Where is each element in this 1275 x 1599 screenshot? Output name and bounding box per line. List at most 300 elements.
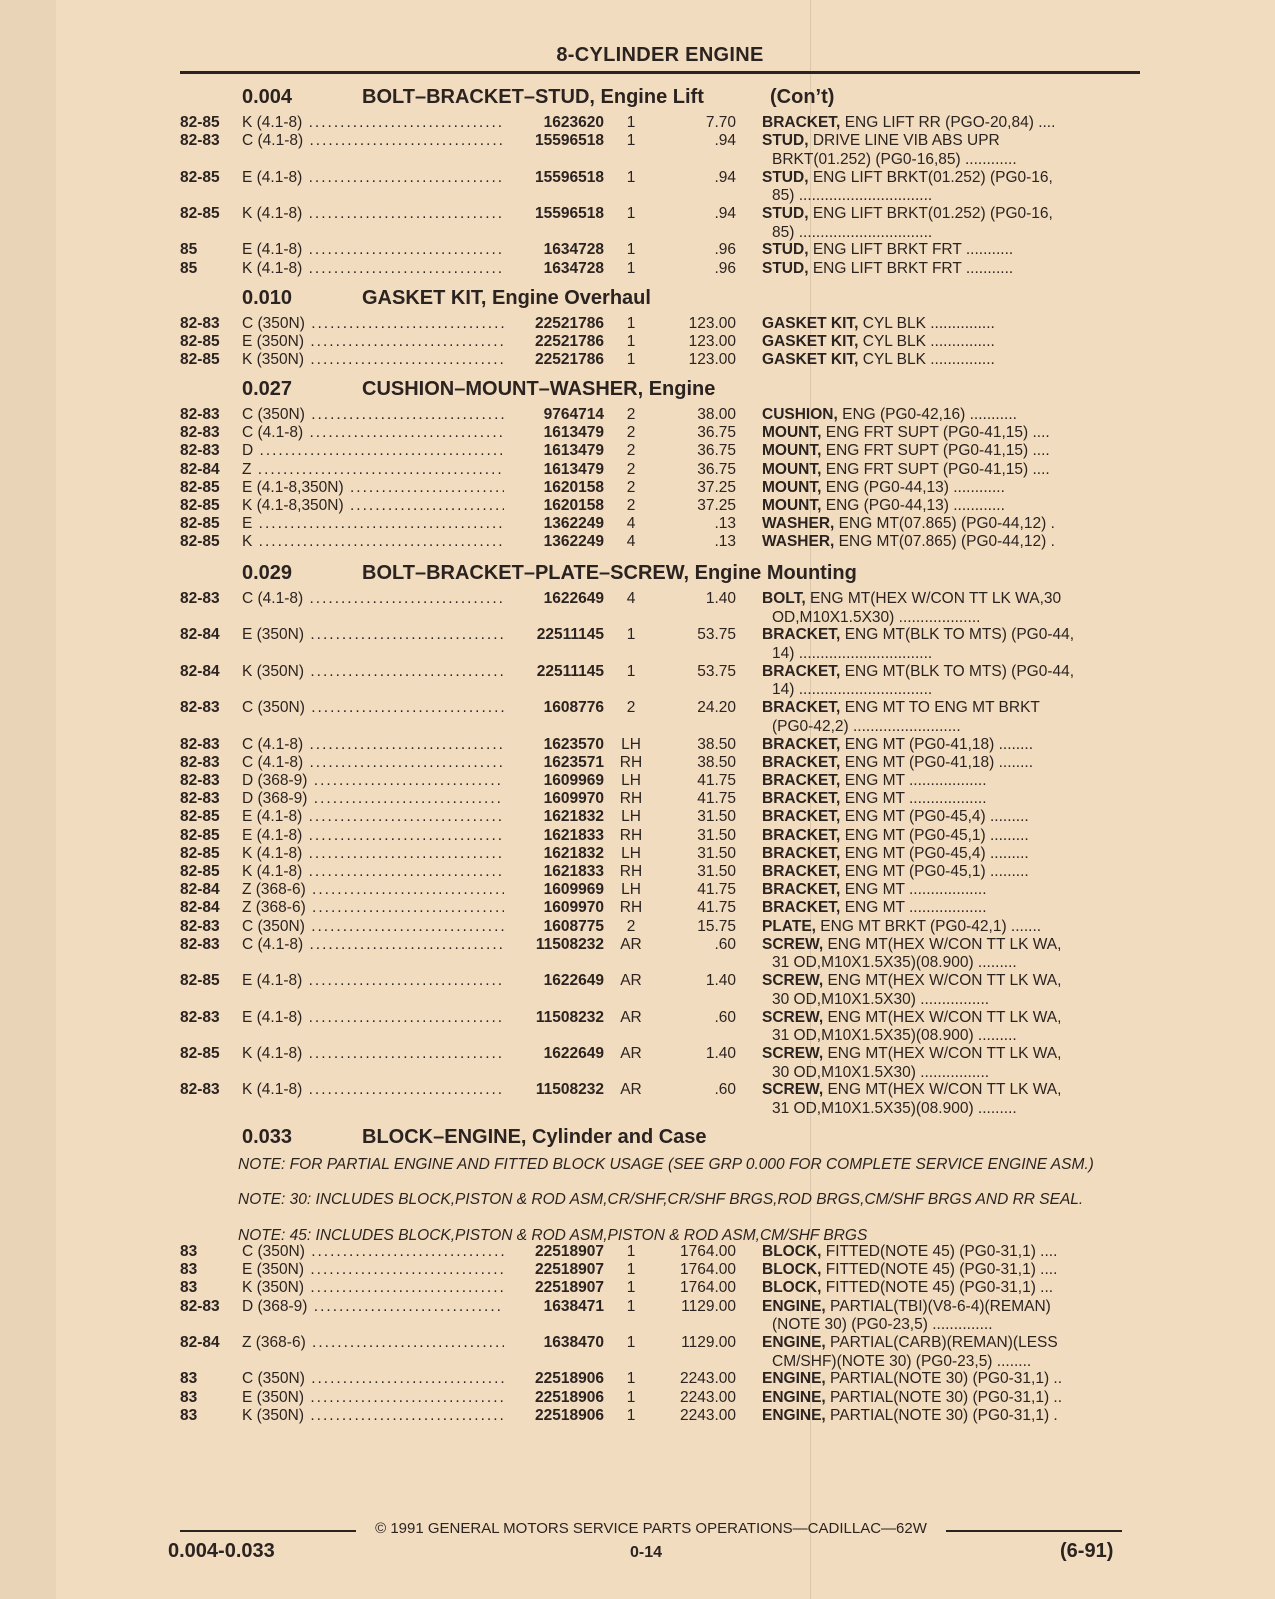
group-continued-label: (Con’t) — [770, 86, 835, 108]
description-continuation: 30 OD,M10X1.5X30) ................ — [772, 1063, 990, 1081]
description-text: ENG MT(HEX W/CON TT LK WA,30 — [809, 590, 1062, 607]
description-text: FITTED(NOTE 45) (PG0-31,1) .... — [825, 1261, 1058, 1279]
part-description — [762, 132, 1140, 169]
part-description — [762, 406, 1140, 425]
description-text: ENG MT BRKT (PG0-42,1) ....... — [820, 917, 1042, 935]
description-keyword: ENGINE, — [762, 1388, 826, 1406]
model-code: E (350N) ..... — [242, 1389, 504, 1408]
part-number: 1609970 — [543, 899, 604, 917]
quantity: 2 — [626, 699, 636, 717]
description-text: PARTIAL(TBI)(V8-6-4)(REMAN) — [830, 1297, 1051, 1315]
part-number: 22521786 — [535, 315, 604, 332]
part-description — [762, 1407, 1140, 1426]
description-keyword: BLOCK, — [762, 1261, 822, 1279]
description-keyword: CUSHION, — [762, 406, 838, 423]
quantity: RH — [619, 753, 643, 771]
description-keyword: BRACKET, — [762, 790, 841, 808]
group-title-main: GASKET KIT, — [362, 287, 487, 309]
catalog-page — [56, 0, 1275, 1599]
model-years: 83 — [180, 1279, 198, 1297]
part-description — [762, 918, 1140, 937]
model-code: E (4.1-8) ..... — [242, 827, 504, 846]
model-years: 82-83 — [180, 442, 220, 460]
group-subtitle: Engine Overhaul — [492, 287, 651, 309]
part-number: 22518906 — [535, 1406, 604, 1424]
description-text: ENG LIFT BRKT(01.252) (PG0-16, — [812, 205, 1053, 222]
description-text: ENG MT(07.865) (PG0-44,12) . — [838, 515, 1055, 533]
price: 1129.00 — [681, 1297, 736, 1315]
price: 53.75 — [697, 626, 736, 644]
model-years: 82-85 — [180, 533, 220, 551]
price: 2243.00 — [679, 1406, 736, 1424]
description-text: DRIVE LINE VIB ABS UPR — [812, 132, 1000, 150]
part-description — [762, 699, 1140, 736]
part-number: 1362249 — [543, 533, 604, 551]
group-title-main: CUSHION–MOUNT–WASHER, — [362, 378, 644, 400]
part-number: 1609970 — [543, 790, 604, 808]
price: 38.50 — [697, 735, 736, 753]
model-code: K (4.1-8) ..... — [242, 863, 504, 882]
price: 38.50 — [697, 753, 736, 771]
description-keyword: GASKET KIT, — [762, 351, 859, 369]
description-continuation: 31 OD,M10X1.5X35)(08.900) ......... — [772, 1027, 1017, 1045]
quantity: 1 — [626, 1334, 636, 1351]
quantity: 4 — [626, 590, 636, 607]
quantity: 1 — [626, 205, 636, 222]
price: 41.75 — [697, 899, 736, 917]
part-description — [762, 114, 1140, 133]
model-code: Z (368-6) ..... — [242, 899, 504, 918]
part-number: 15596518 — [535, 168, 604, 186]
description-continuation: (PG0-42,2) ......................... — [772, 717, 961, 735]
price: 123.00 — [688, 351, 736, 369]
price: 15.75 — [697, 917, 736, 935]
quantity: 1 — [626, 1297, 636, 1315]
model-years: 82-84 — [180, 460, 220, 478]
quantity: 1 — [626, 1388, 636, 1406]
quantity: LH — [621, 844, 641, 862]
part-description — [762, 590, 1140, 627]
quantity: 1 — [626, 132, 636, 150]
description-keyword: ENGINE, — [762, 1406, 826, 1424]
description-text: ENG MT .................. — [844, 881, 987, 899]
description-text: ENG LIFT BRKT(01.252) (PG0-16, — [812, 168, 1053, 186]
price: .13 — [714, 533, 736, 551]
part-number: 22518907 — [535, 1243, 604, 1260]
quantity: 1 — [626, 333, 636, 351]
price: .60 — [714, 1008, 736, 1026]
description-keyword: SCREW, — [762, 1008, 824, 1026]
part-description — [762, 1389, 1140, 1408]
part-number: 1621832 — [543, 808, 604, 826]
description-text: ENG MT(HEX W/CON TT LK WA, — [827, 972, 1062, 990]
group-title — [362, 378, 715, 401]
group-title-main: BOLT–BRACKET–PLATE–SCREW, — [362, 562, 690, 584]
model-years: 82-83 — [180, 1008, 220, 1026]
model-code: C (4.1-8) ..... — [242, 936, 504, 955]
description-keyword: SCREW, — [762, 1081, 824, 1099]
description-keyword: BRACKET, — [762, 699, 841, 717]
model-code: E (4.1-8) ..... — [242, 1009, 504, 1028]
model-code: E (350N) ..... — [242, 333, 504, 352]
model-code: C (350N) ..... — [242, 315, 504, 334]
part-number: 11508232 — [535, 1008, 604, 1026]
model-code: E (4.1-8) ..... — [242, 241, 504, 260]
description-text: PARTIAL(NOTE 30) (PG0-31,1) . — [830, 1406, 1058, 1424]
group-title — [362, 287, 651, 310]
part-description — [762, 1045, 1140, 1082]
price: 53.75 — [697, 662, 736, 680]
description-continuation: 85) ............................... — [772, 223, 933, 241]
model-years: 82-85 — [180, 826, 220, 844]
description-keyword: BRACKET, — [762, 772, 841, 789]
group-subtitle: Cylinder and Case — [532, 1126, 707, 1148]
price: .96 — [714, 241, 736, 259]
price: .94 — [714, 132, 736, 150]
model-code: K (4.1-8) ..... — [242, 1045, 504, 1064]
model-code: E ..... — [242, 515, 504, 534]
part-number: 22518906 — [535, 1388, 604, 1406]
quantity: AR — [620, 1008, 642, 1026]
quantity: 2 — [626, 497, 636, 514]
part-description — [762, 515, 1140, 534]
part-description — [762, 442, 1140, 461]
model-years: 83 — [180, 1388, 198, 1406]
model-years: 82-85 — [180, 497, 220, 514]
part-description — [762, 808, 1140, 827]
model-code: K (350N) ..... — [242, 351, 504, 370]
description-text: ENG MT(BLK TO MTS) (PG0-44, — [844, 662, 1075, 680]
part-number: 1609969 — [543, 772, 604, 789]
description-text: ENG MT (PG0-41,18) ........ — [844, 753, 1034, 771]
description-keyword: BRACKET, — [762, 753, 841, 771]
part-description — [762, 351, 1140, 370]
part-description — [762, 772, 1140, 791]
description-text: PARTIAL(NOTE 30) (PG0-31,1) .. — [830, 1388, 1063, 1406]
description-keyword: ENGINE, — [762, 1334, 826, 1351]
price: 41.75 — [697, 881, 736, 899]
part-description — [762, 241, 1140, 260]
description-keyword: SCREW, — [762, 972, 824, 990]
part-description — [762, 626, 1140, 663]
group-code: 0.010 — [242, 287, 293, 309]
part-number: 1623570 — [543, 735, 604, 753]
description-keyword: STUD, — [762, 205, 809, 222]
quantity: 2 — [626, 917, 636, 935]
quantity: 1 — [626, 1406, 636, 1424]
price: 36.75 — [697, 442, 736, 460]
model-code: E (4.1-8,350N) ..... — [242, 479, 504, 498]
quantity: 1 — [626, 241, 636, 259]
quantity: 4 — [626, 533, 636, 551]
part-description — [762, 736, 1140, 755]
part-description — [762, 663, 1140, 700]
quantity: 1 — [626, 1279, 636, 1297]
model-years: 85 — [180, 259, 198, 277]
quantity: 2 — [626, 442, 636, 460]
part-description — [762, 881, 1140, 900]
quantity: 2 — [626, 460, 636, 478]
model-code: K (4.1-8) ..... — [242, 114, 504, 133]
price: 2243.00 — [679, 1388, 736, 1406]
group-code: 0.027 — [242, 378, 293, 400]
description-keyword: STUD, — [762, 259, 809, 277]
model-code: K (4.1-8) ..... — [242, 1081, 504, 1100]
description-text: ENG MT(07.865) (PG0-44,12) . — [838, 533, 1055, 551]
model-years: 82-85 — [180, 1045, 220, 1062]
description-text: PARTIAL(CARB)(REMAN)(LESS — [830, 1334, 1058, 1351]
part-number: 22518906 — [535, 1370, 604, 1388]
price: 37.25 — [697, 497, 736, 514]
description-text: ENG FRT SUPT (PG0-41,15) .... — [825, 460, 1050, 478]
description-keyword: STUD, — [762, 241, 809, 259]
price: 2243.00 — [679, 1370, 736, 1388]
description-text: ENG FRT SUPT (PG0-41,15) .... — [825, 442, 1050, 460]
description-text: FITTED(NOTE 45) (PG0-31,1) ... — [825, 1279, 1054, 1297]
part-number: 1613479 — [543, 460, 604, 478]
description-keyword: MOUNT, — [762, 442, 822, 460]
description-text: ENG MT .................. — [844, 790, 987, 808]
description-text: ENG MT (PG0-45,1) ......... — [844, 863, 1029, 880]
part-number: 1634728 — [543, 241, 604, 259]
description-keyword: BRACKET, — [762, 863, 841, 880]
description-keyword: ENGINE, — [762, 1370, 826, 1388]
model-code: E (350N) ..... — [242, 1261, 504, 1280]
model-code: C (350N) ..... — [242, 699, 504, 718]
quantity: 4 — [626, 515, 636, 533]
part-number: 1622649 — [543, 1045, 604, 1062]
group-title-main: BLOCK–ENGINE, — [362, 1126, 527, 1148]
quantity: 1 — [626, 1370, 636, 1388]
model-years: 82-85 — [180, 808, 220, 826]
model-code: C (4.1-8) ..... — [242, 754, 504, 773]
quantity: LH — [621, 735, 641, 753]
footer-page-number: 0-14 — [630, 1544, 663, 1561]
quantity: RH — [619, 863, 643, 880]
description-keyword: BRACKET, — [762, 844, 841, 862]
description-keyword: BRACKET, — [762, 881, 841, 899]
part-description — [762, 827, 1140, 846]
model-years: 85 — [180, 241, 198, 259]
group-note: NOTE: 45: INCLUDES BLOCK,PISTON & ROD ASM,PISTON & ROD ASM,CM/SHF BRGS — [238, 1227, 868, 1244]
quantity: 1 — [626, 626, 636, 644]
price: 123.00 — [688, 315, 736, 332]
group-title-main: BOLT–BRACKET–STUD, — [362, 86, 595, 108]
footer-copyright: © 1991 GENERAL MOTORS SERVICE PARTS OPERATIONS—CADILLAC—62W — [375, 1520, 927, 1537]
model-code: K (350N) ..... — [242, 1279, 504, 1298]
description-continuation: (NOTE 30) (PG0-23,5) .............. — [772, 1316, 993, 1334]
model-code: E (4.1-8) ..... — [242, 972, 504, 991]
model-years: 82-85 — [180, 114, 220, 131]
price: 41.75 — [697, 772, 736, 789]
model-code: D (368-9) ..... — [242, 790, 504, 809]
part-description — [762, 899, 1140, 918]
part-number: 11508232 — [535, 935, 604, 953]
part-description — [762, 790, 1140, 809]
model-years: 82-85 — [180, 844, 220, 862]
part-number: 11508232 — [535, 1081, 604, 1099]
model-code: D ..... — [242, 442, 504, 461]
description-continuation: BRKT(01.252) (PG0-16,85) ............ — [772, 150, 1017, 168]
description-keyword: BRACKET, — [762, 808, 841, 826]
description-continuation: 30 OD,M10X1.5X30) ................ — [772, 990, 990, 1008]
model-years: 82-85 — [180, 333, 220, 351]
description-keyword: BRACKET, — [762, 735, 841, 753]
description-text: ENG LIFT RR (PGO-20,84) .... — [844, 114, 1056, 131]
part-description — [762, 333, 1140, 352]
description-text: CYL BLK ............... — [862, 315, 995, 332]
description-keyword: ENGINE, — [762, 1297, 826, 1315]
quantity: 1 — [626, 351, 636, 369]
quantity: 1 — [626, 1243, 636, 1260]
model-years: 82-85 — [180, 205, 220, 222]
description-keyword: STUD, — [762, 132, 809, 150]
description-keyword: BRACKET, — [762, 899, 841, 917]
part-description — [762, 479, 1140, 498]
page-title: 8-CYLINDER ENGINE — [556, 44, 764, 66]
group-title — [362, 562, 857, 585]
description-text: PARTIAL(NOTE 30) (PG0-31,1) .. — [830, 1370, 1063, 1388]
model-years: 82-83 — [180, 132, 220, 150]
model-code: D (368-9) ..... — [242, 1298, 504, 1317]
price: 41.75 — [697, 790, 736, 808]
model-code: C (4.1-8) ..... — [242, 424, 504, 443]
price: 37.25 — [697, 478, 736, 496]
description-text: FITTED(NOTE 45) (PG0-31,1) .... — [825, 1243, 1058, 1260]
description-text: ENG MT (PG0-45,4) ......... — [844, 844, 1029, 862]
model-code: C (350N) ..... — [242, 1370, 504, 1389]
price: 36.75 — [697, 424, 736, 442]
part-description — [762, 1279, 1140, 1298]
model-years: 82-83 — [180, 735, 220, 753]
group-note: NOTE: FOR PARTIAL ENGINE AND FITTED BLOCK USAGE (SEE GRP 0.000 FOR COMPLETE SERVICE ENGINE ASM.) — [238, 1156, 1094, 1173]
model-code: Z (368-6) ..... — [242, 1334, 504, 1353]
quantity: 2 — [626, 478, 636, 496]
model-code: K (4.1-8) ..... — [242, 845, 504, 864]
model-code: K (4.1-8) ..... — [242, 205, 504, 224]
description-text: CYL BLK ............... — [862, 351, 995, 369]
description-text: ENG MT(HEX W/CON TT LK WA, — [827, 1045, 1062, 1062]
group-subtitle: Engine Mounting — [694, 562, 857, 584]
part-description — [762, 1081, 1140, 1118]
price: .13 — [714, 515, 736, 533]
model-code: Z ..... — [242, 461, 504, 480]
description-keyword: BOLT, — [762, 590, 806, 607]
description-keyword: STUD, — [762, 168, 809, 186]
footer-date: (6-91) — [1060, 1540, 1114, 1562]
model-years: 82-83 — [180, 772, 220, 789]
group-code: 0.033 — [242, 1126, 293, 1148]
price: 38.00 — [697, 406, 736, 423]
description-text: ENG LIFT BRKT FRT ........... — [812, 259, 1014, 277]
quantity: RH — [619, 790, 643, 808]
price: 1764.00 — [679, 1243, 736, 1260]
description-continuation: CM/SHF)(NOTE 30) (PG0-23,5) ........ — [772, 1352, 1032, 1370]
model-years: 82-83 — [180, 935, 220, 953]
description-continuation: OD,M10X1.5X30) ................... — [772, 608, 981, 626]
footer-group-range: 0.004-0.033 — [168, 1540, 275, 1562]
price: 1.40 — [705, 972, 736, 990]
part-description — [762, 169, 1140, 206]
part-description — [762, 863, 1140, 882]
model-code: C (350N) ..... — [242, 406, 504, 425]
part-number: 22518907 — [535, 1261, 604, 1279]
price: 31.50 — [697, 844, 736, 862]
description-text: ENG MT (PG0-41,18) ........ — [844, 735, 1034, 753]
price: 1129.00 — [681, 1334, 736, 1351]
price: 7.70 — [705, 114, 736, 131]
model-code: Z (368-6) ..... — [242, 881, 504, 900]
model-years: 82-85 — [180, 351, 220, 369]
description-keyword: WASHER, — [762, 515, 835, 533]
part-number: 1621833 — [543, 863, 604, 880]
model-code: K (4.1-8) ..... — [242, 260, 504, 279]
description-text: ENG MT(HEX W/CON TT LK WA, — [827, 1008, 1062, 1026]
description-keyword: MOUNT, — [762, 478, 822, 496]
price: 31.50 — [697, 863, 736, 880]
description-text: ENG MT TO ENG MT BRKT — [844, 699, 1040, 717]
description-keyword: BLOCK, — [762, 1279, 822, 1297]
price: 1764.00 — [679, 1261, 736, 1279]
part-number: 1608776 — [543, 699, 604, 717]
description-text: ENG MT (PG0-45,4) ......... — [844, 808, 1029, 826]
description-text: ENG (PG0-42,16) ........... — [842, 406, 1017, 423]
description-text: ENG LIFT BRKT FRT ........... — [812, 241, 1014, 259]
price: .94 — [714, 168, 736, 186]
price: 31.50 — [697, 808, 736, 826]
price: 123.00 — [688, 333, 736, 351]
price: 24.20 — [697, 699, 736, 717]
description-text: ENG FRT SUPT (PG0-41,15) .... — [825, 424, 1050, 442]
model-code: K (4.1-8,350N) ..... — [242, 497, 504, 516]
description-keyword: BRACKET, — [762, 826, 841, 844]
model-code: E (350N) ..... — [242, 626, 504, 645]
quantity: RH — [619, 899, 643, 917]
part-number: 22511145 — [536, 662, 604, 680]
model-years: 82-83 — [180, 590, 220, 607]
description-keyword: SCREW, — [762, 1045, 824, 1062]
description-text: ENG MT(BLK TO MTS) (PG0-44, — [844, 626, 1075, 644]
part-description — [762, 845, 1140, 864]
description-keyword: BLOCK, — [762, 1243, 822, 1260]
description-text: CYL BLK ............... — [862, 333, 995, 351]
price: 1.40 — [705, 590, 736, 607]
description-keyword: BRACKET, — [762, 626, 841, 644]
description-continuation: 85) ............................... — [772, 187, 933, 205]
quantity: 1 — [626, 1261, 636, 1279]
part-description — [762, 205, 1140, 242]
description-text: ENG (PG0-44,13) ............ — [825, 497, 1005, 514]
part-number: 1638471 — [543, 1297, 604, 1315]
description-keyword: BRACKET, — [762, 114, 841, 131]
part-number: 22521786 — [535, 351, 604, 369]
title-rule — [180, 71, 1140, 74]
part-description — [762, 497, 1140, 516]
price: .60 — [714, 935, 736, 953]
part-number: 22511145 — [536, 626, 604, 644]
model-years: 82-83 — [180, 790, 220, 808]
description-continuation: 14) ............................... — [772, 681, 933, 699]
description-keyword: MOUNT, — [762, 460, 822, 478]
description-continuation: 31 OD,M10X1.5X35)(08.900) ......... — [772, 954, 1017, 972]
quantity: 2 — [626, 424, 636, 442]
footer-rule-left — [180, 1530, 356, 1532]
quantity: LH — [621, 881, 641, 899]
model-years: 82-85 — [180, 972, 220, 990]
part-number: 1608775 — [543, 917, 604, 935]
model-years: 83 — [180, 1406, 198, 1424]
price: 31.50 — [697, 826, 736, 844]
